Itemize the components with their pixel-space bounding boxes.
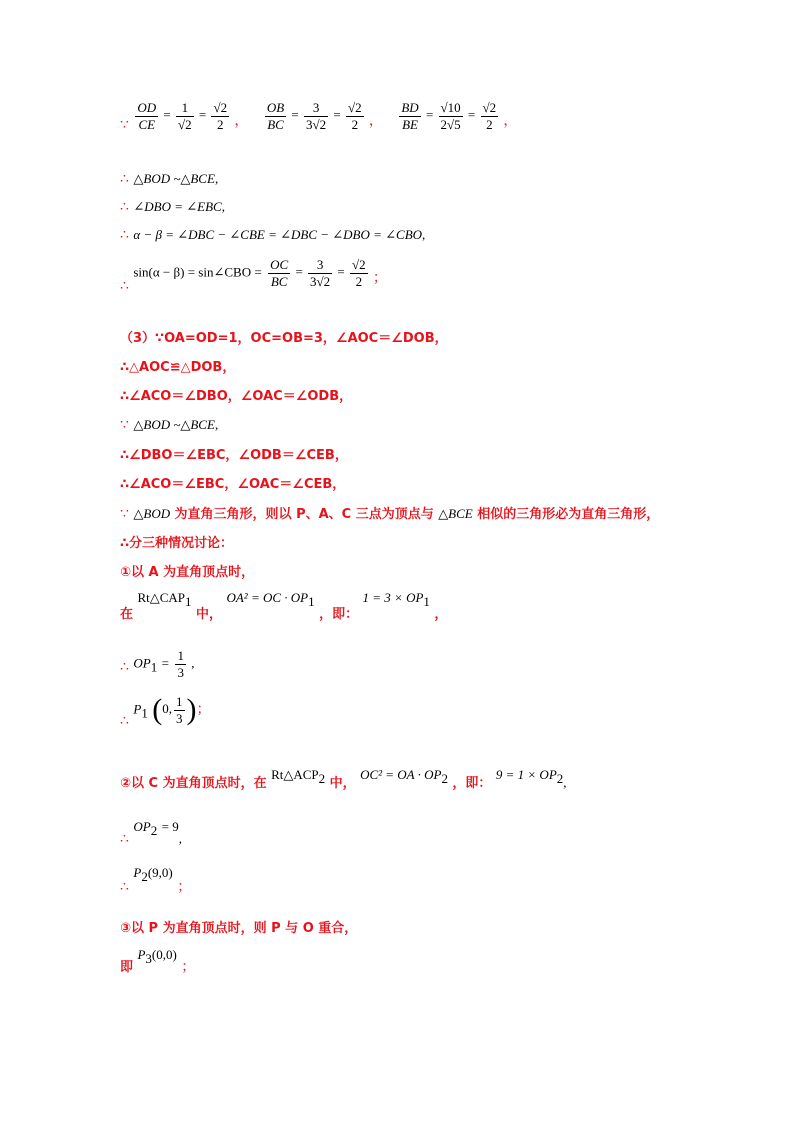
case-2-heading: ②以 C 为直角顶点时，在 $Rt\triangle ACP_2$ 中， OC² = OA · $OP_2$ ，即： $9 = 1 \times OP_2$, xyxy=(120,767,567,791)
because-symbol: ∵ xyxy=(120,117,129,134)
fraction-sqrt10-2sqrt5: $\frac{√10}{2√5}$ xyxy=(440,100,461,132)
fraction-3-3sqrt2: $\frac{3}{3√2}$ xyxy=(306,100,327,132)
alpha-beta-line: ∴ α − β = ∠DBC − ∠CBE = ∠DBC − ∠DBO = ∠CBO, xyxy=(120,227,426,243)
case-1-op1: ∴ $OP_1$ = $\frac{1}{3}$ , xyxy=(120,648,195,680)
case-3-p3: 即 $P_3(0,0)$ ； xyxy=(120,947,196,975)
fraction-bd-be: $\frac{BD}{BE}$ xyxy=(401,100,419,132)
part3-line-4: ∵ △BOD ~△BCE, xyxy=(120,417,219,433)
fraction-1-sqrt2: $\frac{1}{√2}$ xyxy=(178,100,192,132)
case-2-p2: ∴ $P_2(9,0)$ ； xyxy=(120,865,192,895)
ratio-line: ∵ $\frac{OD}{CE}$ = $\frac{1}{√2}$ = $\frac{√2}{2}$ ， $\frac{OB}{BC}$ = $\frac{3}{3√2}$ = $\frac{√2}{2}$ ， $\frac{BD}{BE}$ = $\frac{√10}{2√5}$ = $\frac{√2}{2}$ ， xyxy=(120,100,518,134)
fraction-sqrt2-2b: $\frac{√2}{2}$ xyxy=(348,100,362,132)
part3-line-3: ∴∠ACO＝∠DBO，∠OAC＝∠ODB， xyxy=(120,389,353,404)
sin-line: ∴ sin(α − β) = sin∠CBO = $\frac{OC}{BC}$ = $\frac{3}{3√2}$ = $\frac{√2}{2}$ ； xyxy=(120,257,387,295)
part3-line-5: ∴∠DBO＝∠EBC，∠ODB＝∠CEB， xyxy=(120,448,348,463)
case-1-equation: 在 $Rt\triangle CAP_1$ 中， OA² = OC · $OP_1$ ，即： $1 = 3 \times OP_1$ ， xyxy=(120,590,448,622)
fraction-sqrt2-2c: $\frac{√2}{2}$ xyxy=(482,100,497,132)
fraction-1-3-p1: $\frac{1}{3}$ xyxy=(176,694,183,726)
part3-line-2: ∴△AOC≌△DOB， xyxy=(120,360,236,375)
fraction-3-3sqrt2-sin: $\frac{3}{3√2}$ xyxy=(310,257,331,289)
case-3-heading: ③以 P 为直角顶点时，则 P 与 O 重合， xyxy=(120,921,358,936)
fraction-od-ce: $\frac{OD}{CE}$ xyxy=(137,100,157,132)
fraction-oc-bc: $\frac{OC}{BC}$ xyxy=(270,257,289,289)
part3-line-8: ∴分三种情况讨论： xyxy=(120,536,234,551)
case-1-p1: ∴ $P_1$ (0, $\frac{1}{3}$ )； xyxy=(120,693,211,730)
part3-line-1: （3）∵OA=OD=1，OC=OB=3，∠AOC＝∠DOB， xyxy=(120,331,448,346)
fraction-sqrt2-2-sin: $\frac{√2}{2}$ xyxy=(352,257,366,289)
case-2-op2: ∴ $OP_2 = 9$, xyxy=(120,819,183,847)
case-1-heading: ①以 A 为直角顶点时， xyxy=(120,565,255,580)
angle-line: ∴ ∠DBO = ∠EBC, xyxy=(120,199,225,215)
part3-line-6: ∴∠ACO＝∠EBC，∠OAC＝∠CEB， xyxy=(120,477,346,492)
fraction-sqrt2-2: $\frac{√2}{2}$ xyxy=(213,100,228,132)
fraction-ob-bc: $\frac{OB}{BC}$ xyxy=(266,100,285,132)
similar-line: ∴ △BOD ~△BCE, xyxy=(120,171,219,187)
part3-line-7: ∵ △BOD 为直角三角形，则以 P、A、C 三点为顶点与 △BCE 相似的三角形必为直角三角形， xyxy=(120,506,660,522)
fraction-1-3: $\frac{1}{3}$ xyxy=(177,648,184,680)
